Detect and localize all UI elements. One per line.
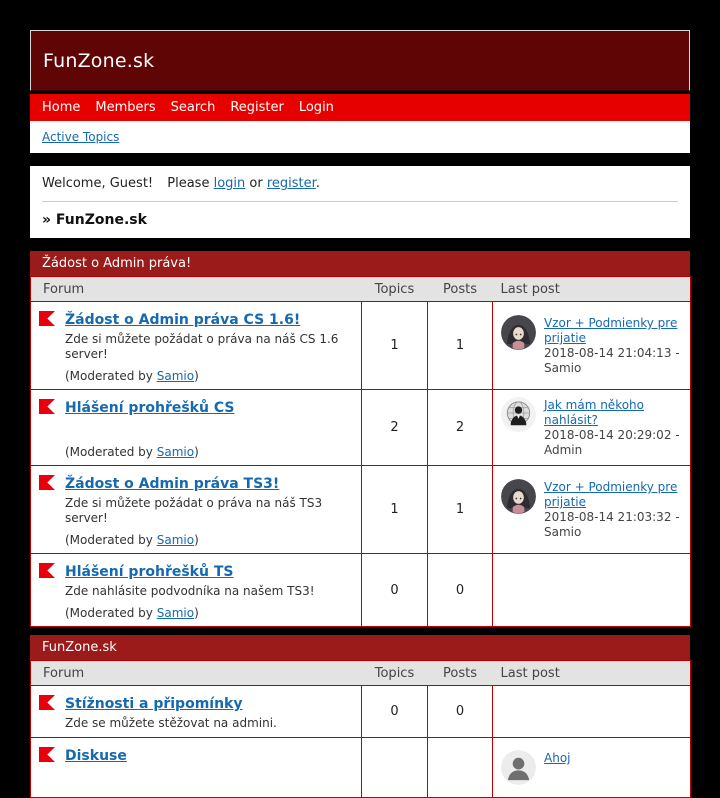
nav-home[interactable]: Home	[42, 100, 81, 115]
breadcrumb-symbol: »	[42, 212, 52, 228]
welcome-message	[42, 176, 678, 191]
moderated-prefix: (Moderated by	[65, 606, 157, 620]
posts-count: 1	[428, 302, 493, 390]
moderated-prefix: (Moderated by	[65, 445, 157, 459]
forum-status-icon	[39, 563, 55, 578]
breadcrumb-home-link[interactable]: FunZone.sk	[55, 212, 147, 228]
moderated-by	[65, 533, 353, 547]
lastpost-link[interactable]: Vzor + Podmienky pre prijatie	[544, 480, 678, 509]
topics-count: 0	[362, 686, 428, 738]
lastpost-link[interactable]: Vzor + Podmienky pre prijatie	[544, 316, 678, 345]
welcome-please: Please	[167, 176, 210, 191]
forum-description: Zde nahlásite podvodníka na našem TS3!	[65, 584, 315, 598]
col-header-lastpost: Last post	[493, 661, 691, 686]
lastpost-meta: 2018-08-14 21:03:32 - Samio	[544, 510, 680, 539]
welcome-greeting: Welcome, Guest!	[42, 176, 154, 191]
category-header-funzone	[30, 635, 690, 660]
lastpost-empty	[493, 686, 691, 738]
forum-status-icon	[39, 399, 55, 414]
topics-count: 1	[362, 302, 428, 390]
site-header	[30, 30, 690, 91]
moderated-by	[65, 445, 353, 459]
table-row	[31, 738, 691, 798]
nav-register[interactable]: Register	[230, 100, 284, 115]
welcome-or: or	[249, 176, 263, 191]
topics-count	[362, 738, 428, 798]
col-header-posts: Posts	[428, 277, 493, 302]
forum-table-2	[30, 660, 691, 798]
category-title: FunZone.sk	[42, 640, 117, 655]
breadcrumb	[42, 212, 678, 228]
category-title: Žádost o Admin práva!	[42, 256, 192, 271]
main-nav	[30, 94, 690, 121]
lastpost-link[interactable]: Ahoj	[544, 751, 571, 765]
user-silhouette-avatar[interactable]	[501, 750, 536, 785]
welcome-dot: .	[315, 176, 320, 191]
forum-description: Zde si můžete požádat o práva na náš CS 1.6 server!	[65, 332, 339, 361]
forum-table-1	[30, 276, 691, 627]
nav-login[interactable]: Login	[298, 100, 334, 115]
site-title: FunZone.sk	[43, 49, 155, 72]
col-header-topics: Topics	[362, 277, 428, 302]
table-header-row	[31, 277, 691, 302]
moderated-suffix: )	[194, 606, 199, 620]
forum-status-icon	[39, 311, 55, 326]
login-link[interactable]: login	[213, 176, 246, 191]
topics-count: 2	[362, 390, 428, 466]
posts-count: 0	[428, 686, 493, 738]
forum-status-icon	[39, 475, 55, 490]
table-header-row	[31, 661, 691, 686]
col-header-posts: Posts	[428, 661, 493, 686]
lastpost-link[interactable]: Jak mám někoho nahlásit?	[544, 398, 645, 427]
col-header-forum: Forum	[31, 661, 362, 686]
forum-link-cs16-admin[interactable]: Žádost o Admin práva CS 1.6!	[65, 312, 301, 328]
forum-link-discussion[interactable]: Diskuse	[65, 748, 127, 764]
moderated-prefix: (Moderated by	[65, 369, 157, 383]
forum-status-icon	[39, 747, 55, 762]
forum-status-icon	[39, 695, 55, 710]
moderator-link[interactable]: Samio	[156, 606, 195, 620]
anime-girl-avatar[interactable]	[501, 315, 536, 350]
forum-description	[65, 768, 353, 770]
welcome-panel	[30, 166, 690, 238]
moderated-by	[65, 606, 353, 620]
topics-count: 1	[362, 466, 428, 554]
moderated-suffix: )	[194, 533, 199, 547]
posts-count: 2	[428, 390, 493, 466]
col-header-forum: Forum	[31, 277, 362, 302]
posts-count	[428, 738, 493, 798]
anime-girl-avatar[interactable]	[501, 479, 536, 514]
divider	[42, 201, 678, 202]
moderated-suffix: )	[194, 369, 199, 383]
col-header-topics: Topics	[362, 661, 428, 686]
moderator-link[interactable]: Samio	[156, 445, 195, 459]
topics-count: 0	[362, 554, 428, 627]
forum-description	[65, 420, 353, 438]
posts-count: 0	[428, 554, 493, 627]
forum-link-complaints[interactable]: Stížnosti a připomínky	[65, 696, 243, 712]
register-link[interactable]: register	[266, 176, 316, 191]
category-header-admin-rights	[30, 251, 690, 276]
lastpost-empty	[493, 554, 691, 627]
table-row	[31, 554, 691, 627]
lastpost-meta: 2018-08-14 21:04:13 - Samio	[544, 346, 680, 375]
moderator-link[interactable]: Samio	[156, 369, 195, 383]
table-row	[31, 686, 691, 738]
table-row	[31, 302, 691, 390]
nav-members[interactable]: Members	[95, 100, 156, 115]
nav-search[interactable]: Search	[170, 100, 216, 115]
active-topics-bar	[30, 121, 690, 153]
posts-count: 1	[428, 466, 493, 554]
forum-description: Zde se můžete stěžovat na admini.	[65, 716, 277, 730]
page-container	[30, 30, 690, 798]
forum-link-cs-reports[interactable]: Hlášení prohřešků CS	[65, 400, 235, 416]
lastpost-meta: 2018-08-14 20:29:02 - Admin	[544, 428, 680, 457]
moderated-suffix: )	[194, 445, 199, 459]
moderated-by	[65, 369, 353, 383]
table-row	[31, 466, 691, 554]
active-topics-link[interactable]: Active Topics	[42, 130, 120, 144]
forum-link-ts-reports[interactable]: Hlášení prohřešků TS	[65, 564, 234, 580]
table-row	[31, 390, 691, 466]
col-header-lastpost: Last post	[493, 277, 691, 302]
moderator-link[interactable]: Samio	[156, 533, 195, 547]
anonymous-mask-avatar[interactable]	[501, 397, 536, 432]
moderated-prefix: (Moderated by	[65, 533, 157, 547]
forum-link-ts3-admin[interactable]: Žádost o Admin práva TS3!	[65, 476, 280, 492]
forum-description: Zde si můžete požádat o práva na náš TS3 server!	[65, 496, 323, 525]
